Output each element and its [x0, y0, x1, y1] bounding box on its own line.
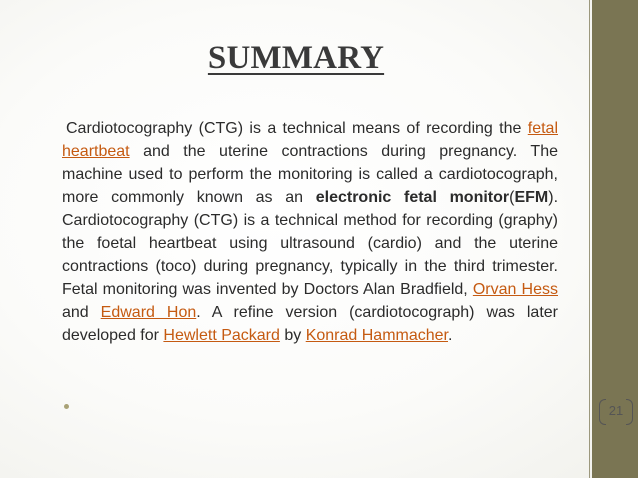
- page-number-badge: [599, 396, 633, 426]
- bracket-left-icon: [599, 399, 606, 425]
- link-fetal-heartbeat[interactable]: fetal heartbeat: [62, 120, 558, 160]
- summary-paragraph: [62, 117, 558, 347]
- link-edward-hon[interactable]: Edward Hon: [100, 304, 197, 321]
- slide-title: SUMMARY: [207, 40, 385, 76]
- bold-electronic-fetal-monitor: electronic fetal monitor: [315, 189, 510, 206]
- bold-efm: EFM: [514, 189, 549, 206]
- body-text-1: Cardiotocography (CTG) is a technical means of recording the: [66, 120, 528, 137]
- empty-bullet-point: [64, 404, 69, 409]
- body-text-2: and the uterine contractions during pregnancy. The machine used to perform the monitoring is called a cardiotocograph, more commonly known as an: [62, 143, 558, 206]
- body-text-3: (: [509, 189, 515, 206]
- body-text-4: ). Cardiotocography (CTG) is a technical method for recording (graphy) the foetal heartbeat using ultrasound (cardio) and the uterine contractions (toco) during pregnancy, typically in the third trimester. Fetal monitoring was invented by Doctors Alan Bradfield,: [62, 189, 559, 298]
- body-text-7: by: [279, 327, 306, 344]
- link-konrad-hammacher[interactable]: Konrad Hammacher: [305, 327, 448, 344]
- bracket-right-icon: [626, 399, 633, 425]
- link-orvan-hess[interactable]: Orvan Hess: [472, 281, 558, 298]
- link-hewlett-packard[interactable]: Hewlett Packard: [163, 327, 280, 344]
- body-text-6: . A refine version (cardiotocograph) was later developed for: [62, 304, 559, 344]
- body-text-5: and: [62, 304, 101, 321]
- body-text-8: .: [448, 327, 453, 344]
- page-number: 21: [608, 403, 624, 418]
